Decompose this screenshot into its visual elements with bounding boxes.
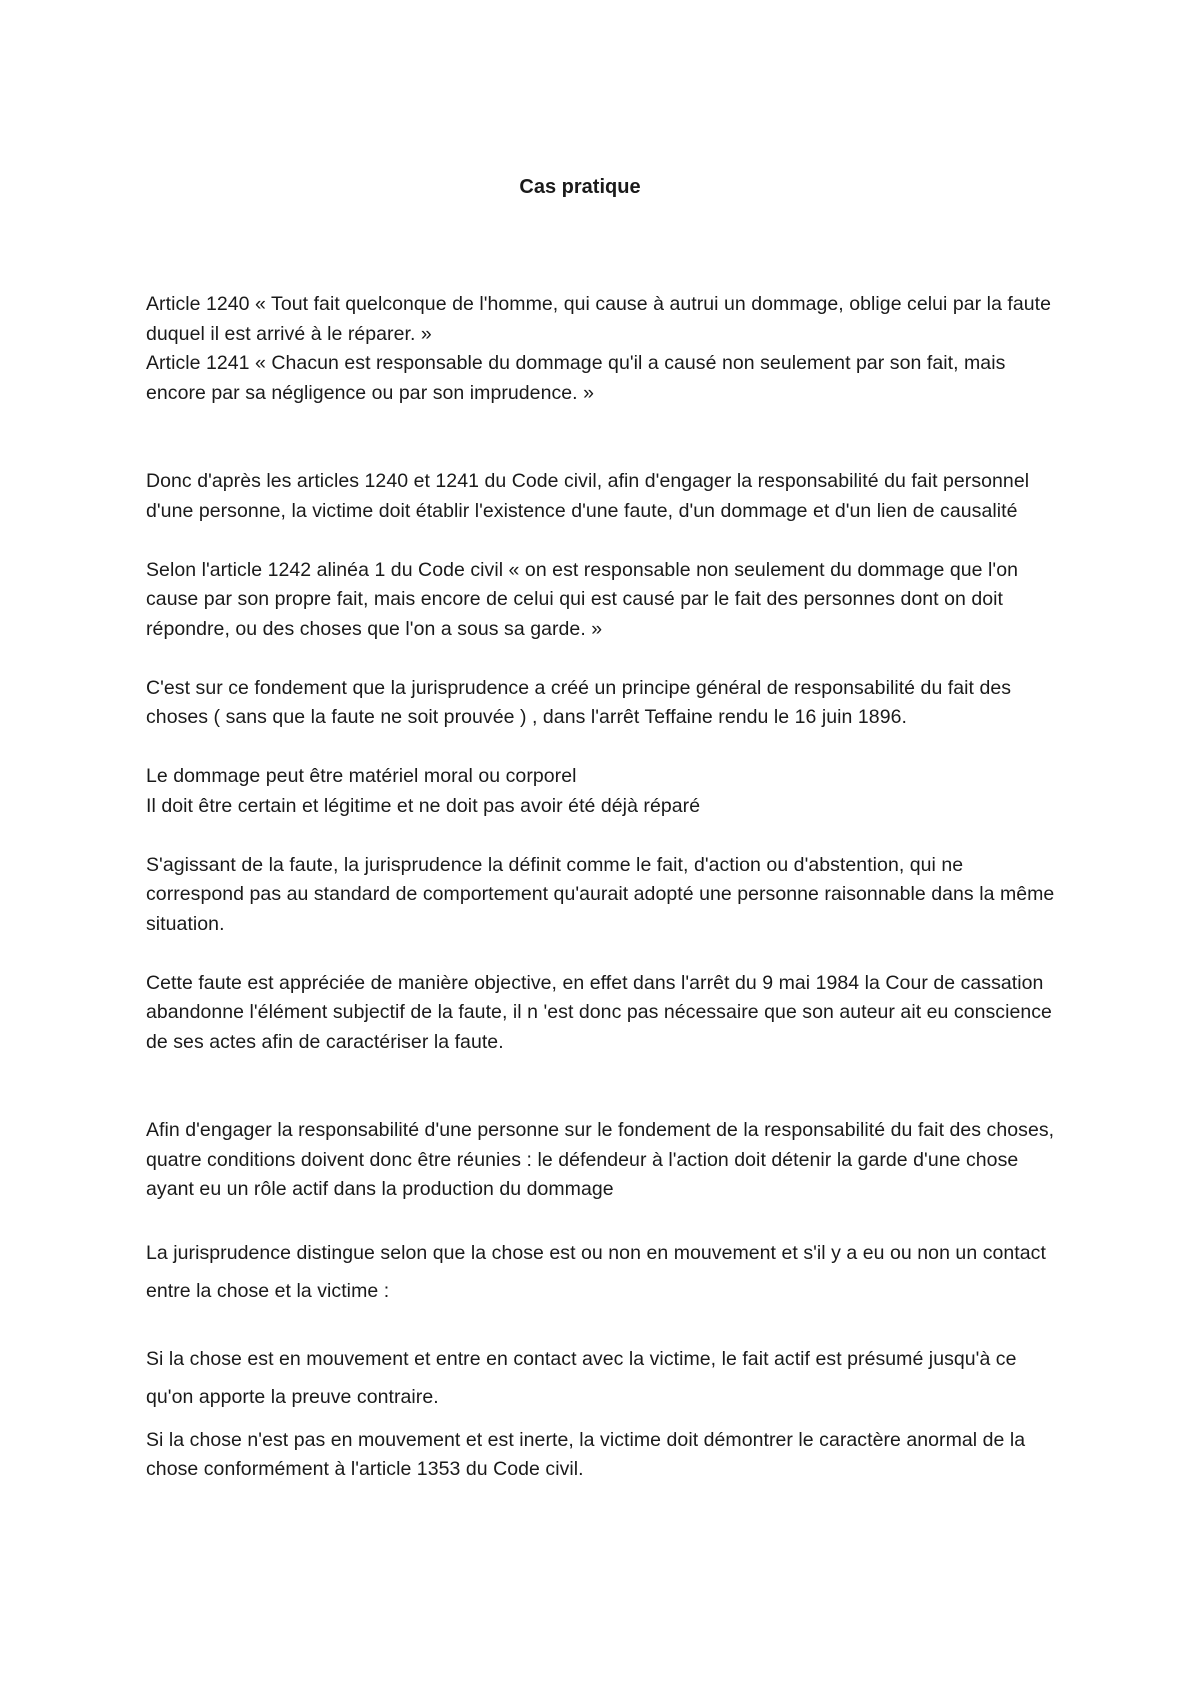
paragraph-article-1241: Article 1241 « Chacun est responsable du dommage qu'il a causé non seulement par son fait, mais encore par sa négligence ou par son imprudence. » — [146, 352, 1006, 404]
paragraph-article-1240: Article 1240 « Tout fait quelconque de l'homme, qui cause à autrui un dommage, oblige celui par la faute duquel il est arrivé à le réparer. » — [146, 293, 1052, 345]
paragraph-conditions-fait-choses: Afin d'engager la responsabilité d'une personne sur le fondement de la responsabilité du fait des choses, quatre conditions doivent donc être réunies : le défendeur à l'action doit détenir la garde d'une chose ayant eu un rôle actif dans la production du dommage — [146, 1119, 1055, 1200]
document-body — [146, 290, 1066, 1485]
paragraph-teffaine: C'est sur ce fondement que la jurisprudence a créé un principe général de responsabilité du fait des choses ( sans que la faute ne soit prouvée ) , dans l'arrêt Teffaine rendu le 16 juin 1896. — [146, 676, 1012, 728]
paragraph-faute: S'agissant de la faute, la jurisprudence la définit comme le fait, d'action ou d'abstention, qui ne correspond pas au standard de comportement qu'aurait adopté une personne raisonnable dans la même situation. — [146, 853, 1055, 935]
paragraph-article-1242: Selon l'article 1242 alinéa 1 du Code civil « on est responsable non seulement du dommage que l'on cause par son propre fait, mais encore de celui qui est causé par le fait des personnes dont on doit répondre, ou des choses que l'on a sous sa garde. » — [146, 558, 1018, 640]
paragraph-chose-mouvement: Si la chose est en mouvement et entre en contact avec la victime, le fait actif est présumé jusqu'à ce qu'on apporte la preuve contraire. — [146, 1347, 1017, 1408]
paragraph-distinction: La jurisprudence distingue selon que la chose est ou non en mouvement et s'il y a eu ou non un contact entre la chose et la victime : — [146, 1242, 1046, 1302]
paragraph-dommage-types: Le dommage peut être matériel moral ou corporel — [146, 765, 577, 787]
paragraph-dommage-conditions: Il doit être certain et légitime et ne doit pas avoir été déjà réparé — [146, 794, 701, 817]
document-title: Cas pratique — [519, 176, 641, 198]
paragraph-donc: Donc d'après les articles 1240 et 1241 du Code civil, afin d'engager la responsabilité du fait personnel d'une personne, la victime doit établir l'existence d'une faute, d'un dommage et d'un lien de causalité — [146, 470, 1030, 522]
paragraph-faute-objective: Cette faute est appréciée de manière objective, en effet dans l'arrêt du 9 mai 1984 la Cour de cassation abandonne l'élément subjectif de la faute, il n 'est donc pas nécessaire que son auteur ait eu conscience de ses actes afin de caractériser la faute. — [146, 971, 1052, 1053]
paragraph-chose-inerte: Si la chose n'est pas en mouvement et est inerte, la victime doit démontrer le caractère anormal de la chose conformément à l'article 1353 du Code civil. — [146, 1428, 1026, 1480]
